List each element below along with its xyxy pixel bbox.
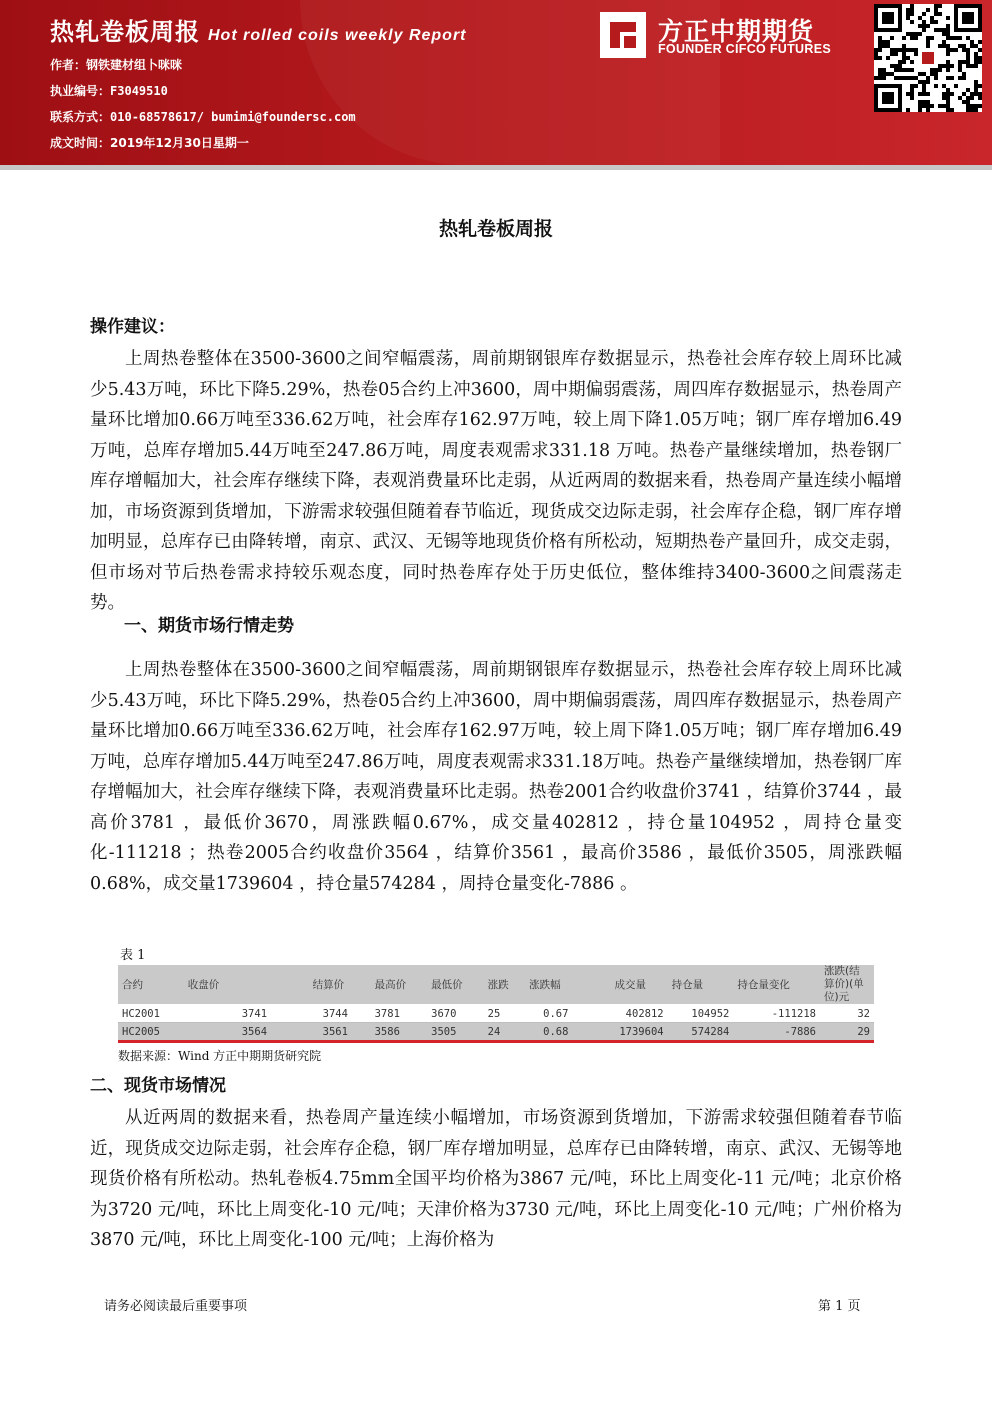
table-cell: 25	[484, 1005, 526, 1023]
table-cell: 574284	[668, 1023, 734, 1041]
col-header: 涨跌(结算价)(单位)元	[820, 965, 874, 1005]
contact-line	[50, 108, 356, 125]
table-cell: 3505	[427, 1023, 484, 1041]
table-cell: 3781	[371, 1005, 428, 1023]
table-cell: 3586	[371, 1023, 428, 1041]
report-date: 2019年12月30日星期一	[110, 136, 249, 150]
table-cell: 3741	[184, 1005, 309, 1023]
table-source: 数据来源：Wind 方正中期期货研究院	[118, 1049, 322, 1063]
section1-heading: 一、期货市场行情走势	[124, 616, 294, 636]
report-title	[50, 12, 467, 47]
col-header: 最低价	[427, 965, 484, 1005]
date-line	[50, 134, 249, 151]
table-cell: 0.68	[525, 1023, 593, 1041]
col-header: 最高价	[371, 965, 428, 1005]
table-row	[118, 1005, 874, 1023]
col-header: 涨跌幅	[525, 965, 593, 1005]
table-cell: 24	[484, 1023, 526, 1041]
qr-code-icon	[874, 4, 982, 112]
table-cell: 3564	[184, 1023, 309, 1041]
col-header: 成交量	[593, 965, 668, 1005]
report-title-cn: 热轧卷板周报	[50, 18, 200, 46]
col-header: 持仓量变化	[733, 965, 820, 1005]
footer-notice: 请务必阅读最后重要事项	[104, 1299, 248, 1314]
contact-info: 010-68578617/ bumimi@foundersc.com	[110, 110, 356, 124]
table-cell: 0.67	[525, 1005, 593, 1023]
table-cell: 402812	[593, 1005, 668, 1023]
table-cell: 32	[820, 1005, 874, 1023]
license-number: F3049510	[110, 84, 168, 98]
license-line	[50, 82, 168, 99]
page-number: 第 1 页	[818, 1299, 861, 1314]
author-name: 钢铁建材组卜咪咪	[86, 58, 183, 72]
table-cell: 3670	[427, 1005, 484, 1023]
author-line	[50, 56, 182, 73]
col-header: 涨跌	[484, 965, 526, 1005]
col-header: 合约	[118, 965, 184, 1005]
date-label: 成文时间：	[50, 136, 111, 150]
founder-logo-icon	[600, 12, 646, 58]
author-label: 作者：	[50, 58, 87, 72]
table-row	[118, 1023, 874, 1041]
license-label: 执业编号：	[50, 84, 111, 98]
advice-heading: 操作建议：	[90, 317, 175, 337]
contact-label: 联系方式：	[50, 110, 111, 124]
table-cell: -111218	[733, 1005, 820, 1023]
table-cell: 3744	[309, 1005, 371, 1023]
logo-text-cn: 方正中期期货	[658, 17, 815, 46]
col-header: 持仓量	[668, 965, 734, 1005]
futures-table	[118, 965, 874, 1043]
section2-heading: 二、现货市场情况	[90, 1076, 226, 1096]
table-cell: HC2001	[118, 1005, 184, 1023]
table-cell: HC2005	[118, 1023, 184, 1041]
header-divider	[0, 165, 992, 170]
table-cell: 3561	[309, 1023, 371, 1041]
report-header-banner	[0, 0, 992, 165]
document-title: 热轧卷板周报	[438, 218, 553, 240]
section1-paragraph: 上周热卷整体在3500-3600之间窄幅震荡，周前期钢银库存数据显示，热卷社会库存较上周环比减少5.43万吨，环比下降5.29%，热卷05合约上冲3600，周中期偏弱震荡，周四库存数据显示，热卷周产量环比增加0.66万吨至336.62万吨，社会库存162.97万吨，较上周下降1.05万吨；钢厂库存增加6.49万吨，总库存增加5.44万吨至247.86万吨，周度表观需求331.18万吨。热卷产量继续增加，热卷钢厂库存增幅加大，社会库存继续下降，表观消费量环比走弱。热卷2001合约收盘价3741 ，结算价3744 ，最高价3781 ，最低价3670，周涨跌幅0.67%，成交量402812 ，持仓量104952 ，周持仓量变化-111218 ；热卷2005合约收盘价3564 ，结算价3561 ，最高价3586 ，最低价3505，周涨跌幅0.68%，成交量1739604 ，持仓量574284 ，周持仓量变化-7886 。	[90, 660, 902, 894]
section2-paragraph: 从近两周的数据来看，热卷周产量连续小幅增加，市场资源到货增加，下游需求较强但随着春节临近，现货成交边际走弱，社会库存企稳，钢厂库存增加明显，总库存已由降转增，南京、武汉、无锡等地现货价格有所松动。热轧卷板4.75mm全国平均价格为3867 元/吨，环比上周变化-11 元/吨；北京价格为3720 元/吨，环比上周变化-10 元/吨；天津价格为3730 元/吨，环比上周变化-10 元/吨；广州价格为3870 元/吨，环比上周变化-100 元/吨；上海价格为	[90, 1108, 902, 1250]
table-caption: 表 1	[120, 948, 146, 963]
table-cell: 104952	[668, 1005, 734, 1023]
logo-text-en: FOUNDER CIFCO FUTURES	[658, 42, 831, 56]
advice-paragraph: 上周热卷整体在3500-3600之间窄幅震荡，周前期钢银库存数据显示，热卷社会库存较上周环比减少5.43万吨，环比下降5.29%，热卷05合约上冲3600，周中期偏弱震荡，周四库存数据显示，热卷周产量环比增加0.66万吨至336.62万吨，社会库存162.97万吨，较上周下降1.05万吨；钢厂库存增加6.49万吨，总库存增加5.44万吨至247.86万吨，周度表观需求331.18 万吨。热卷产量继续增加，热卷钢厂库存增幅加大，社会库存继续下降，表观消费量环比走弱，从近两周的数据来看，热卷周产量连续小幅增加，市场资源到货增加，下游需求较强但随着春节临近，现货成交边际走弱，社会库存企稳，钢厂库存增加明显，总库存已由降转增，南京、武汉、无锡等地现货价格有所松动，短期热卷产量回升，成交走弱，但市场对节后热卷需求持较乐观态度，同时热卷库存处于历史低位，整体维持3400-3600之间震荡走势。	[90, 349, 902, 613]
company-logo	[600, 12, 850, 60]
col-header: 收盘价	[184, 965, 309, 1005]
col-header: 结算价	[309, 965, 371, 1005]
table-cell: 1739604	[593, 1023, 668, 1041]
table-cell: 29	[820, 1023, 874, 1041]
report-title-en: Hot rolled coils weekly Report	[208, 27, 467, 44]
table-header-row	[118, 965, 874, 1005]
table-cell: -7886	[733, 1023, 820, 1041]
